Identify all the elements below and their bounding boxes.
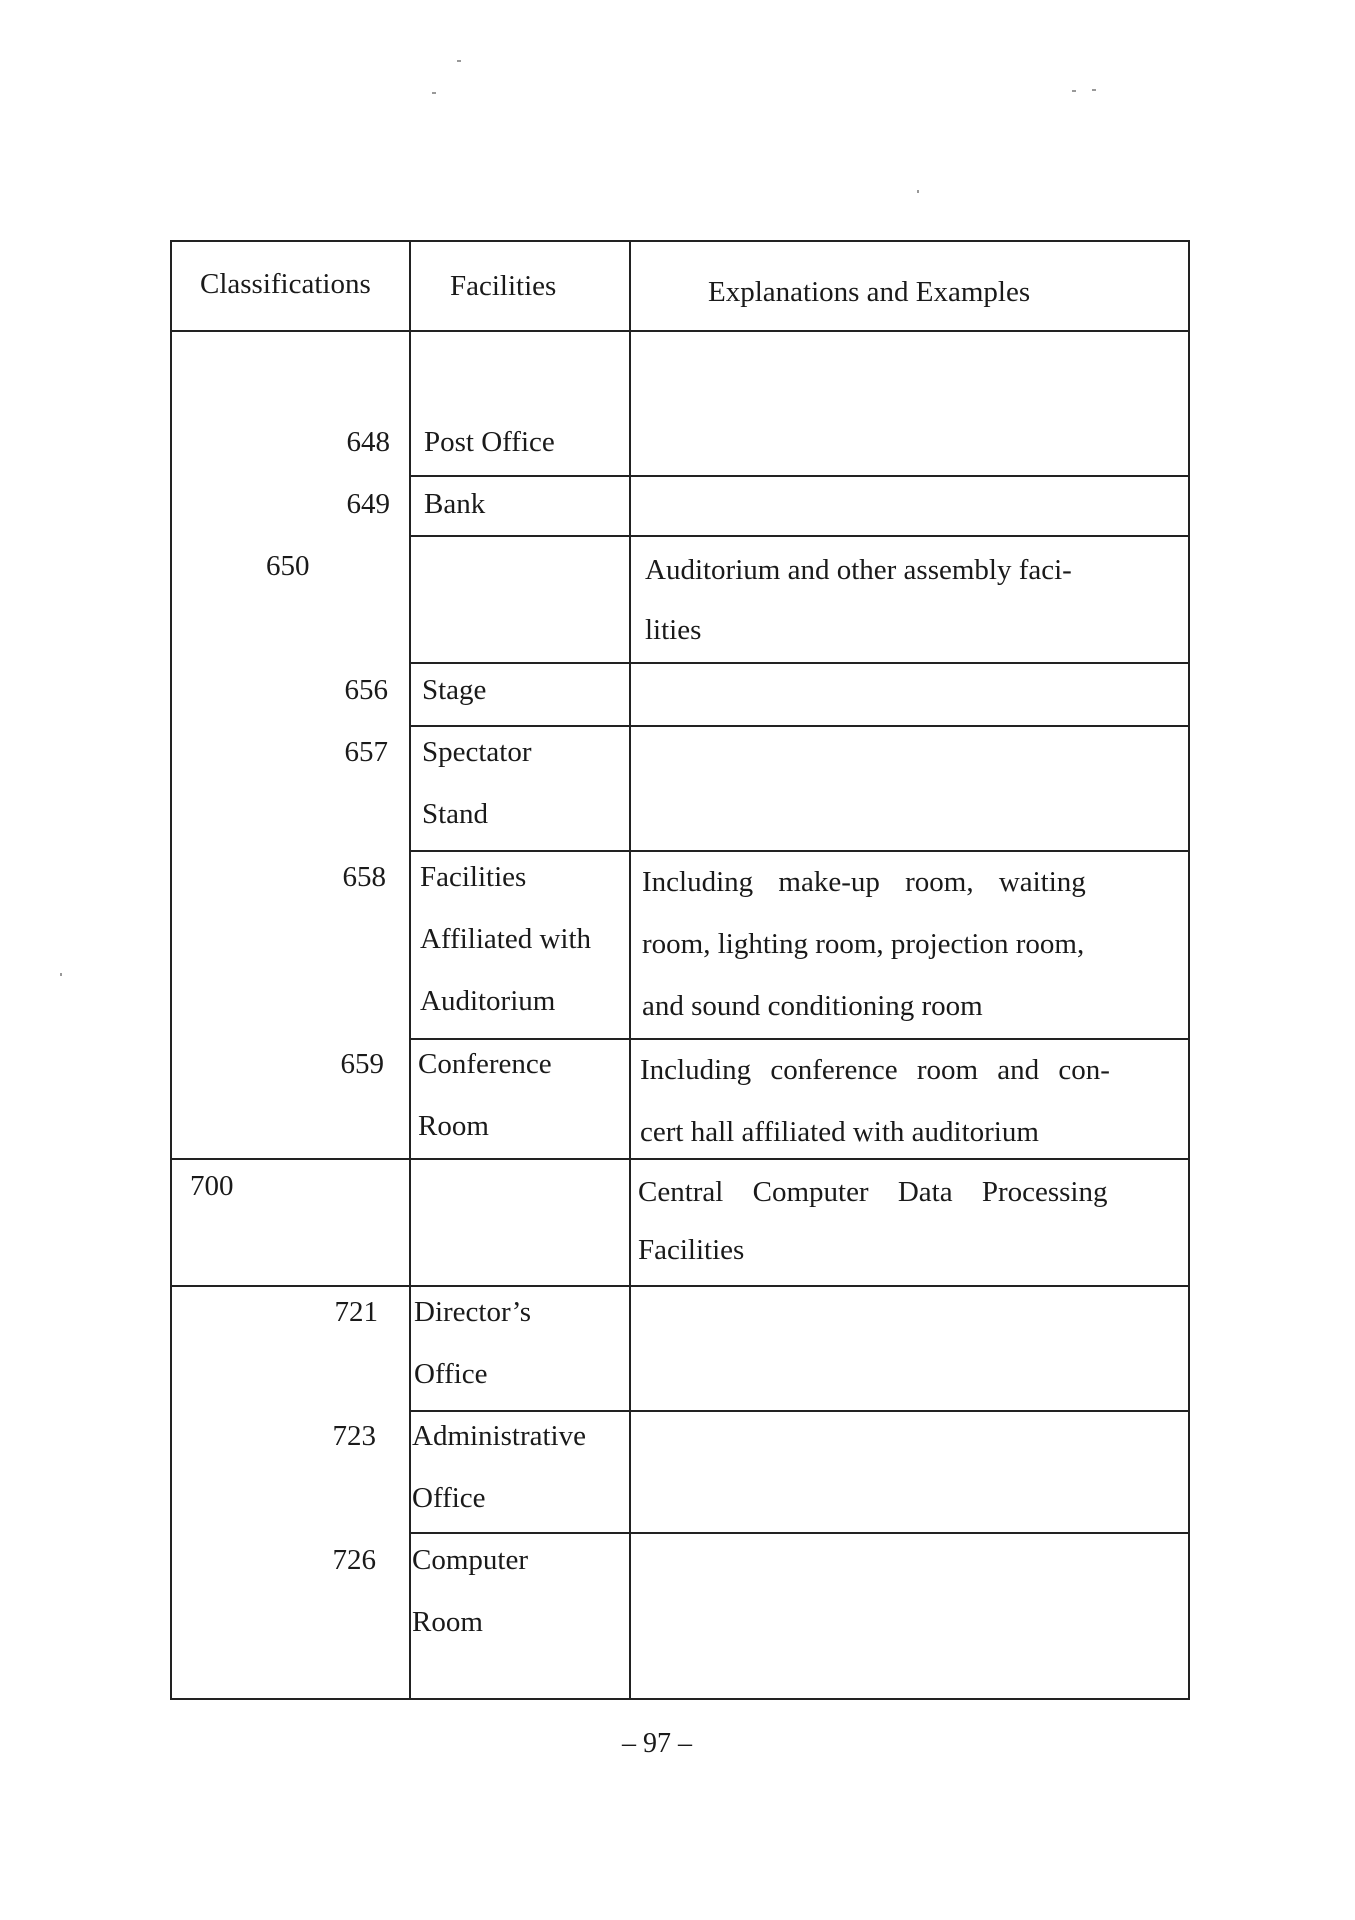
explanation-text: Central Computer Data Processing [638,1176,1108,1208]
classification-code: 726 [332,1544,376,1576]
row-rule [409,725,1190,727]
classification-code: 658 [342,861,386,893]
facility-name: Office [414,1358,488,1390]
facility-name: Auditorium [420,985,556,1017]
column-divider-2 [629,240,631,1700]
scan-speck [1092,89,1096,91]
facility-name: Administrative [412,1420,586,1452]
scan-speck [917,190,919,193]
row-rule [409,1532,1190,1534]
row-rule [409,1410,1190,1412]
table-frame [170,240,1190,1700]
classification-code: 659 [340,1048,384,1080]
explanation-text: cert hall affiliated with auditorium [640,1116,1039,1148]
row-rule [409,475,1190,477]
facility-name: Affiliated with [420,923,592,955]
facility-name: Conference [418,1048,552,1080]
facility-name: Stand [422,798,489,830]
section-rule [170,1158,1190,1160]
facility-name: Computer [412,1544,528,1576]
header-rule [170,330,1190,332]
facility-name: Room [412,1606,483,1638]
header-classifications: Classifications [200,268,371,300]
classification-code: 650 [266,550,310,582]
classification-code: 656 [344,674,388,706]
row-rule [409,1038,1190,1040]
row-rule [409,850,1190,852]
classification-code: 648 [346,426,390,458]
header-facilities: Facilities [450,270,557,302]
scan-speck [60,973,62,976]
classification-code: 700 [190,1170,234,1202]
explanation-text: room, lighting room, projection room, [642,928,1085,960]
scan-speck [432,92,436,94]
explanation-text: lities [645,614,702,646]
explanation-text: and sound conditioning room [642,990,983,1022]
scan-speck [1072,90,1076,92]
scan-speck [457,60,461,62]
classification-code: 649 [346,488,390,520]
facility-name: Room [418,1110,489,1142]
facility-name: Office [412,1482,486,1514]
facility-name: Director’s [414,1296,532,1328]
facility-name: Facilities [420,861,527,893]
explanation-text: Auditorium and other assembly faci- [645,554,1072,586]
column-divider-1 [409,240,411,1700]
facility-name: Spectator [422,736,532,768]
header-explanations: Explanations and Examples [708,276,1031,308]
facility-name: Post Office [424,426,555,458]
explanation-text: Including conference room and con- [640,1054,1110,1086]
classification-code: 723 [332,1420,376,1452]
row-rule [409,535,1190,537]
explanation-text: Including make-up room, waiting [642,866,1086,898]
classification-code: 721 [334,1296,378,1328]
facility-name: Bank [424,488,486,520]
section-rule [170,1285,1190,1287]
page-number: – 97 – [622,1728,692,1759]
explanation-text: Facilities [638,1234,745,1266]
facility-name: Stage [422,674,487,706]
row-rule [409,662,1190,664]
classification-code: 657 [344,736,388,768]
